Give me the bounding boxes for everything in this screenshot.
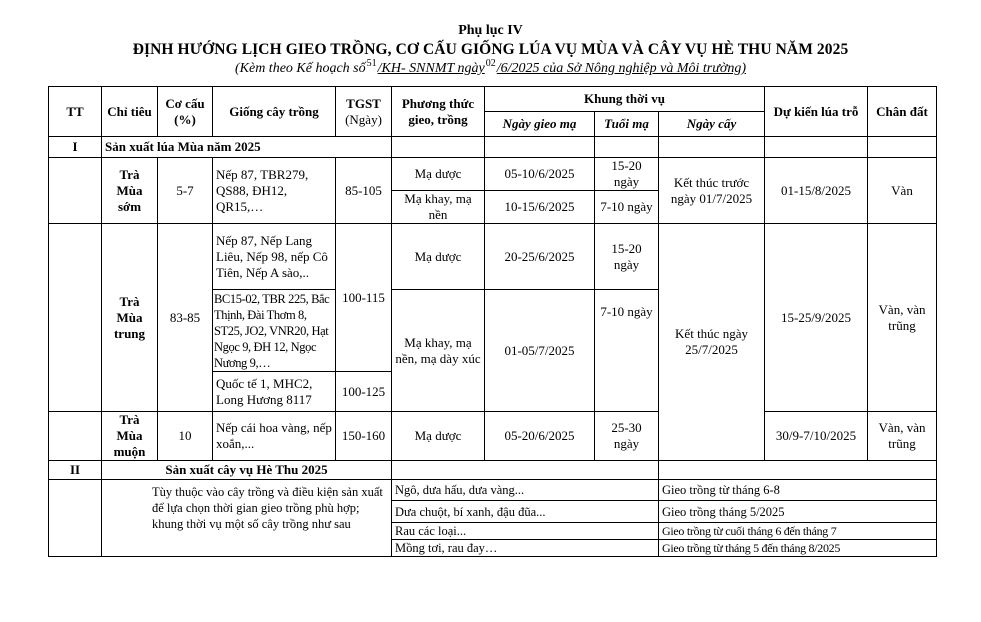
- tra-mua-som-label: Trà Mùa sớm: [102, 158, 158, 224]
- col-phuong-thuc: Phương thức gieo, trồng: [392, 87, 485, 137]
- col-du-kien: Dự kiến lúa trỗ: [765, 87, 868, 137]
- tra-mua-som-pct: 5-7: [158, 158, 213, 224]
- section-title: Sản xuất cây vụ Hè Thu 2025: [102, 461, 392, 480]
- col-tgst: TGST (Ngày): [336, 87, 392, 137]
- col-ngay-gieo-ma: Ngày gieo mạ: [485, 112, 595, 137]
- plan-day: 02: [485, 58, 496, 69]
- col-chi-tieu: Chỉ tiêu: [102, 87, 158, 137]
- table-row: Trà Mùa sớm 5-7 Nếp 87, TBR279, QS88, ĐH12, QR15,… 85-105 Mạ dược 05-10/6/2025 15-20 ngày Kết thúc trước ngày 01/7/2025 01-15/8/2025 Vàn: [49, 158, 937, 191]
- table-row: Trà Mùa trung 83-85 Nếp 87, Nếp Lang Liêu, Nếp 98, nếp Cô Tiên, Nếp A sào,.. 100-115 Mạ dược 20-25/6/2025 15-20 ngày Kết thúc ngày 25/7/2025 15-25/9/2025 Vàn, vàn trũng: [49, 224, 937, 290]
- col-tt: TT: [49, 87, 102, 137]
- col-khung-thoi-vu: Khung thời vụ: [485, 87, 765, 112]
- schedule-table: [48, 86, 937, 557]
- table-header-row: [49, 87, 937, 112]
- table-row: BC15-02, TBR 225, Bắc Thịnh, Đài Thơm 8, ST25, JO2, VNR20, Hạt Ngọc 9, ĐH 12, Ngọc Nương 9,… Mạ khay, mạ nền, mạ dày xúc 01-05/7/2025 7-10 ngày: [49, 290, 937, 372]
- col-giong: Giống cây trồng: [213, 87, 336, 137]
- col-chan-dat: Chân đất: [868, 87, 937, 137]
- section-row: [49, 137, 937, 158]
- document-subtitle: (Kèm theo Kế hoạch số$^{51}$/KH- SNNMT ngày$^{02}$/6/2025 của Sở Nông nghiệp và Môi trường): [234, 58, 747, 76]
- table-row: Trà Mùa muộn 10 Nếp cái hoa vàng, nếp xoắn,... 150-160 Mạ dược 05-20/6/2025 25-30 ngày 30/9-7/10/2025 Vàn, vàn trũng: [49, 412, 937, 461]
- appendix-label: Phụ lục IV: [458, 23, 523, 38]
- table-row: Rau các loại... Gieo trồng từ cuối tháng 6 đến tháng 7: [49, 523, 937, 540]
- section-title: Sản xuất lúa Mùa năm 2025: [102, 137, 392, 158]
- col-tuoi-ma: Tuổi mạ: [595, 112, 659, 137]
- section-2-note: Tùy thuộc vào cây trồng và điều kiện sản xuất để lựa chọn thời gian gieo trồng phù hợp; khung thời vụ một số cây trồng như sau: [102, 480, 392, 557]
- section-number: II: [49, 461, 102, 480]
- tra-mua-muon-label: Trà Mùa muộn: [102, 412, 158, 461]
- tra-mua-trung-label: Trà Mùa trung: [102, 224, 158, 412]
- col-ngay-cay: Ngày cấy: [659, 112, 765, 137]
- tra-mua-som-tgst: 85-105: [336, 158, 392, 224]
- section-row: [49, 461, 937, 480]
- plan-number: 51: [366, 58, 377, 69]
- section-number: I: [49, 137, 102, 158]
- table-row: Mồng tơi, rau đay… Gieo trồng từ tháng 5 đến tháng 8/2025: [49, 540, 937, 557]
- tra-mua-trung-pct: 83-85: [158, 224, 213, 412]
- tra-mua-som-giong: Nếp 87, TBR279, QS88, ĐH12, QR15,…: [213, 158, 336, 224]
- table-row: Tùy thuộc vào cây trồng và điều kiện sản xuất để lựa chọn thời gian gieo trồng phù hợp; khung thời vụ một số cây trồng như sau Ngô, dưa hấu, dưa vàng... Gieo trồng từ tháng 6-8: [49, 480, 937, 501]
- table-row: Quốc tế 1, MHC2, Long Hương 8117 100-125: [49, 372, 937, 412]
- tra-mua-muon-pct: 10: [158, 412, 213, 461]
- document-title: ĐỊNH HƯỚNG LỊCH GIEO TRỒNG, CƠ CẤU GIỐNG LÚA VỤ MÙA VÀ CÂY VỤ HÈ THU NĂM 2025: [132, 41, 849, 58]
- table-row: Dưa chuột, bí xanh, đậu đũa... Gieo trồng tháng 5/2025: [49, 501, 937, 523]
- table-row: Mạ khay, mạ nền 10-15/6/2025 7-10 ngày: [49, 191, 937, 224]
- col-co-cau: Cơ cấu (%): [158, 87, 213, 137]
